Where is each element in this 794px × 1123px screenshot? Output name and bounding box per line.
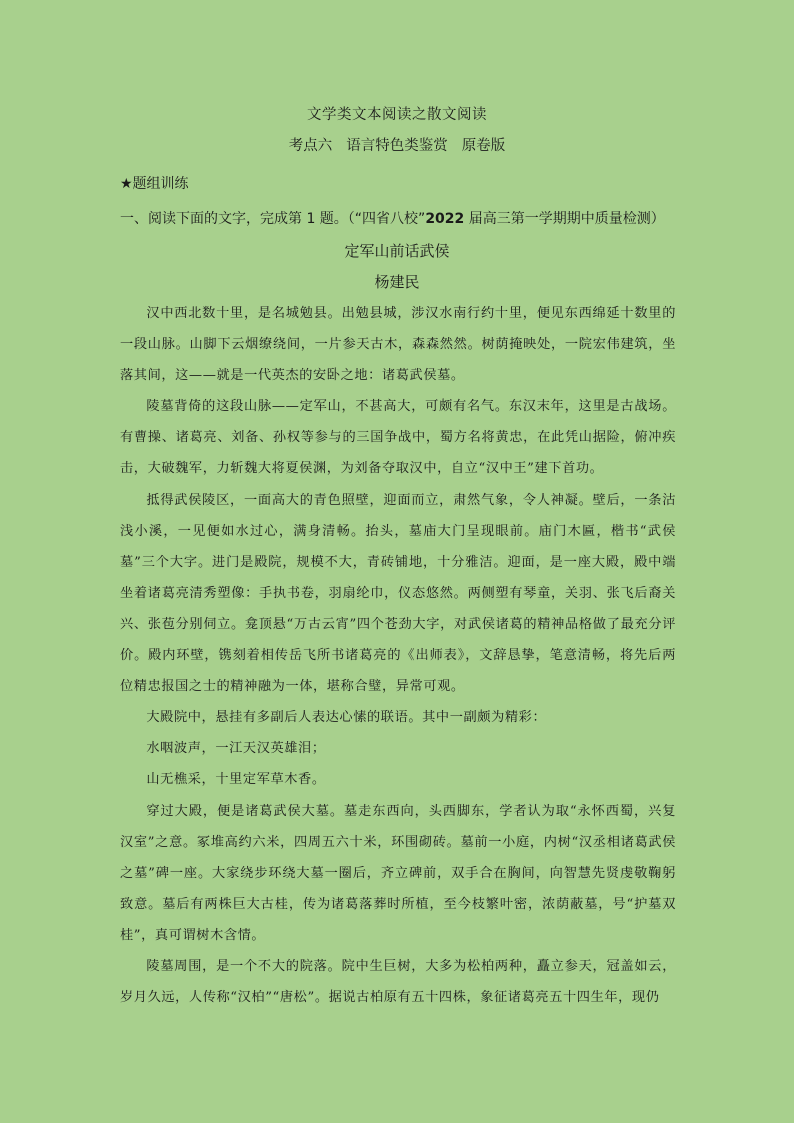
section-label: ★题组训练 <box>120 176 189 192</box>
couplet-line: 水咽波声，一江天汉英雄泪； <box>146 741 326 757</box>
question-suffix: 届高三第一学期期中质量检测） <box>464 211 665 227</box>
question-instruction <box>120 208 665 228</box>
couplet-line: 山无樵采，十里定军草木香。 <box>146 772 326 788</box>
subtitle-category: 语言特色类鉴赏 <box>346 138 448 154</box>
paragraph: 抵得武侯陵区，一面高大的青色照壁，迎面而立，肃然气象，令人神凝。壁后，一条沽浅小溪，一见便如水过心，满身清畅。抬头，墓庙大门呈现眼前。庙门木匾，楷书“武侯墓”三个大字。进门是殿院，规模不大，青砖铺地，十分雅洁。迎面，是一座大殿，殿中端坐着诸葛亮清秀塑像：手执书卷，羽扇纶巾，仪态悠然。两侧塑有琴童，关羽、张飞后裔关兴、张苞分别伺立。龛顶悬“万古云宵”四个苍劲大字，对武侯诸葛的精神品格做了最充分评价。殿内环壁，镌刻着相传岳飞所书诸葛亮的《出师表》，文辞恳挚，笔意清畅，将先后两位精忠报国之士的精神融为一体，堪称合璧，异常可观。 <box>120 492 676 695</box>
paragraph: 穿过大殿，便是诸葛武侯大墓。墓走东西向，头西脚东，学者认为取“永怀西蜀，兴复汉室”之意。冢堆高约六米，四周五六十米，环围砌砖。墓前一小庭，内树“汉丞相诸葛武侯之墓”碑一座。大家绕步环绕大墓一圈后，齐立碑前，双手合在胸间，向智慧先贤虔敬鞠躬致意。墓后有两株巨大古桂，传为诸葛落葬时所植，至今枝繁叶密，浓荫蔽墓，号“护墓双桂”，真可谓树木含情。 <box>120 803 676 943</box>
paragraph: 陵墓周围，是一个不大的院落。院中生巨树，大多为松柏两种，矗立参天，冠盖如云，岁月久远，人传称“汉柏”“唐松”。据说古柏原有五十四株，象征诸葛亮五十四生年，现仍 <box>120 958 676 1006</box>
paragraph: 陵墓背倚的这段山脉——定军山，不甚高大，可颇有名气。东汉末年，这里是古战场。有曹操、诸葛亮、刘备、孙权等参与的三国争战中，蜀方名将黄忠，在此凭山据险，俯冲疾击，大破魏军，力斩魏大将夏侯渊，为刘备夺取汉中，自立“汉中王”建下首功。 <box>120 399 676 477</box>
subtitle-topic: 考点六 <box>288 138 333 154</box>
document-title: 文学类文本阅读之散文阅读 <box>307 107 487 123</box>
paragraph: 大殿院中，悬挂有多副后人表达心愫的联语。其中一副颇为精彩： <box>146 710 547 726</box>
paragraph: 汉中西北数十里，是名城勉县。出勉县城，涉汉水南行约十里，便见东西绵延十数里的一段山脉。山脚下云烟缭绕间，一片参天古木，森森然然。树荫掩映处，一院宏伟建筑，坐落其间，这——就是一代英杰的安卧之地：诸葛武侯墓。 <box>120 306 676 384</box>
document-subtitle <box>0 134 794 155</box>
question-year: 2022 <box>425 211 465 227</box>
question-prefix: 一、阅读下面的文字，完成第 1 题。（“四省八校” <box>120 211 426 227</box>
subtitle-version: 原卷版 <box>461 138 506 154</box>
essay-title: 定军山前话武侯 <box>344 242 450 260</box>
essay-body <box>120 298 676 1013</box>
essay-author: 杨建民 <box>374 273 420 291</box>
